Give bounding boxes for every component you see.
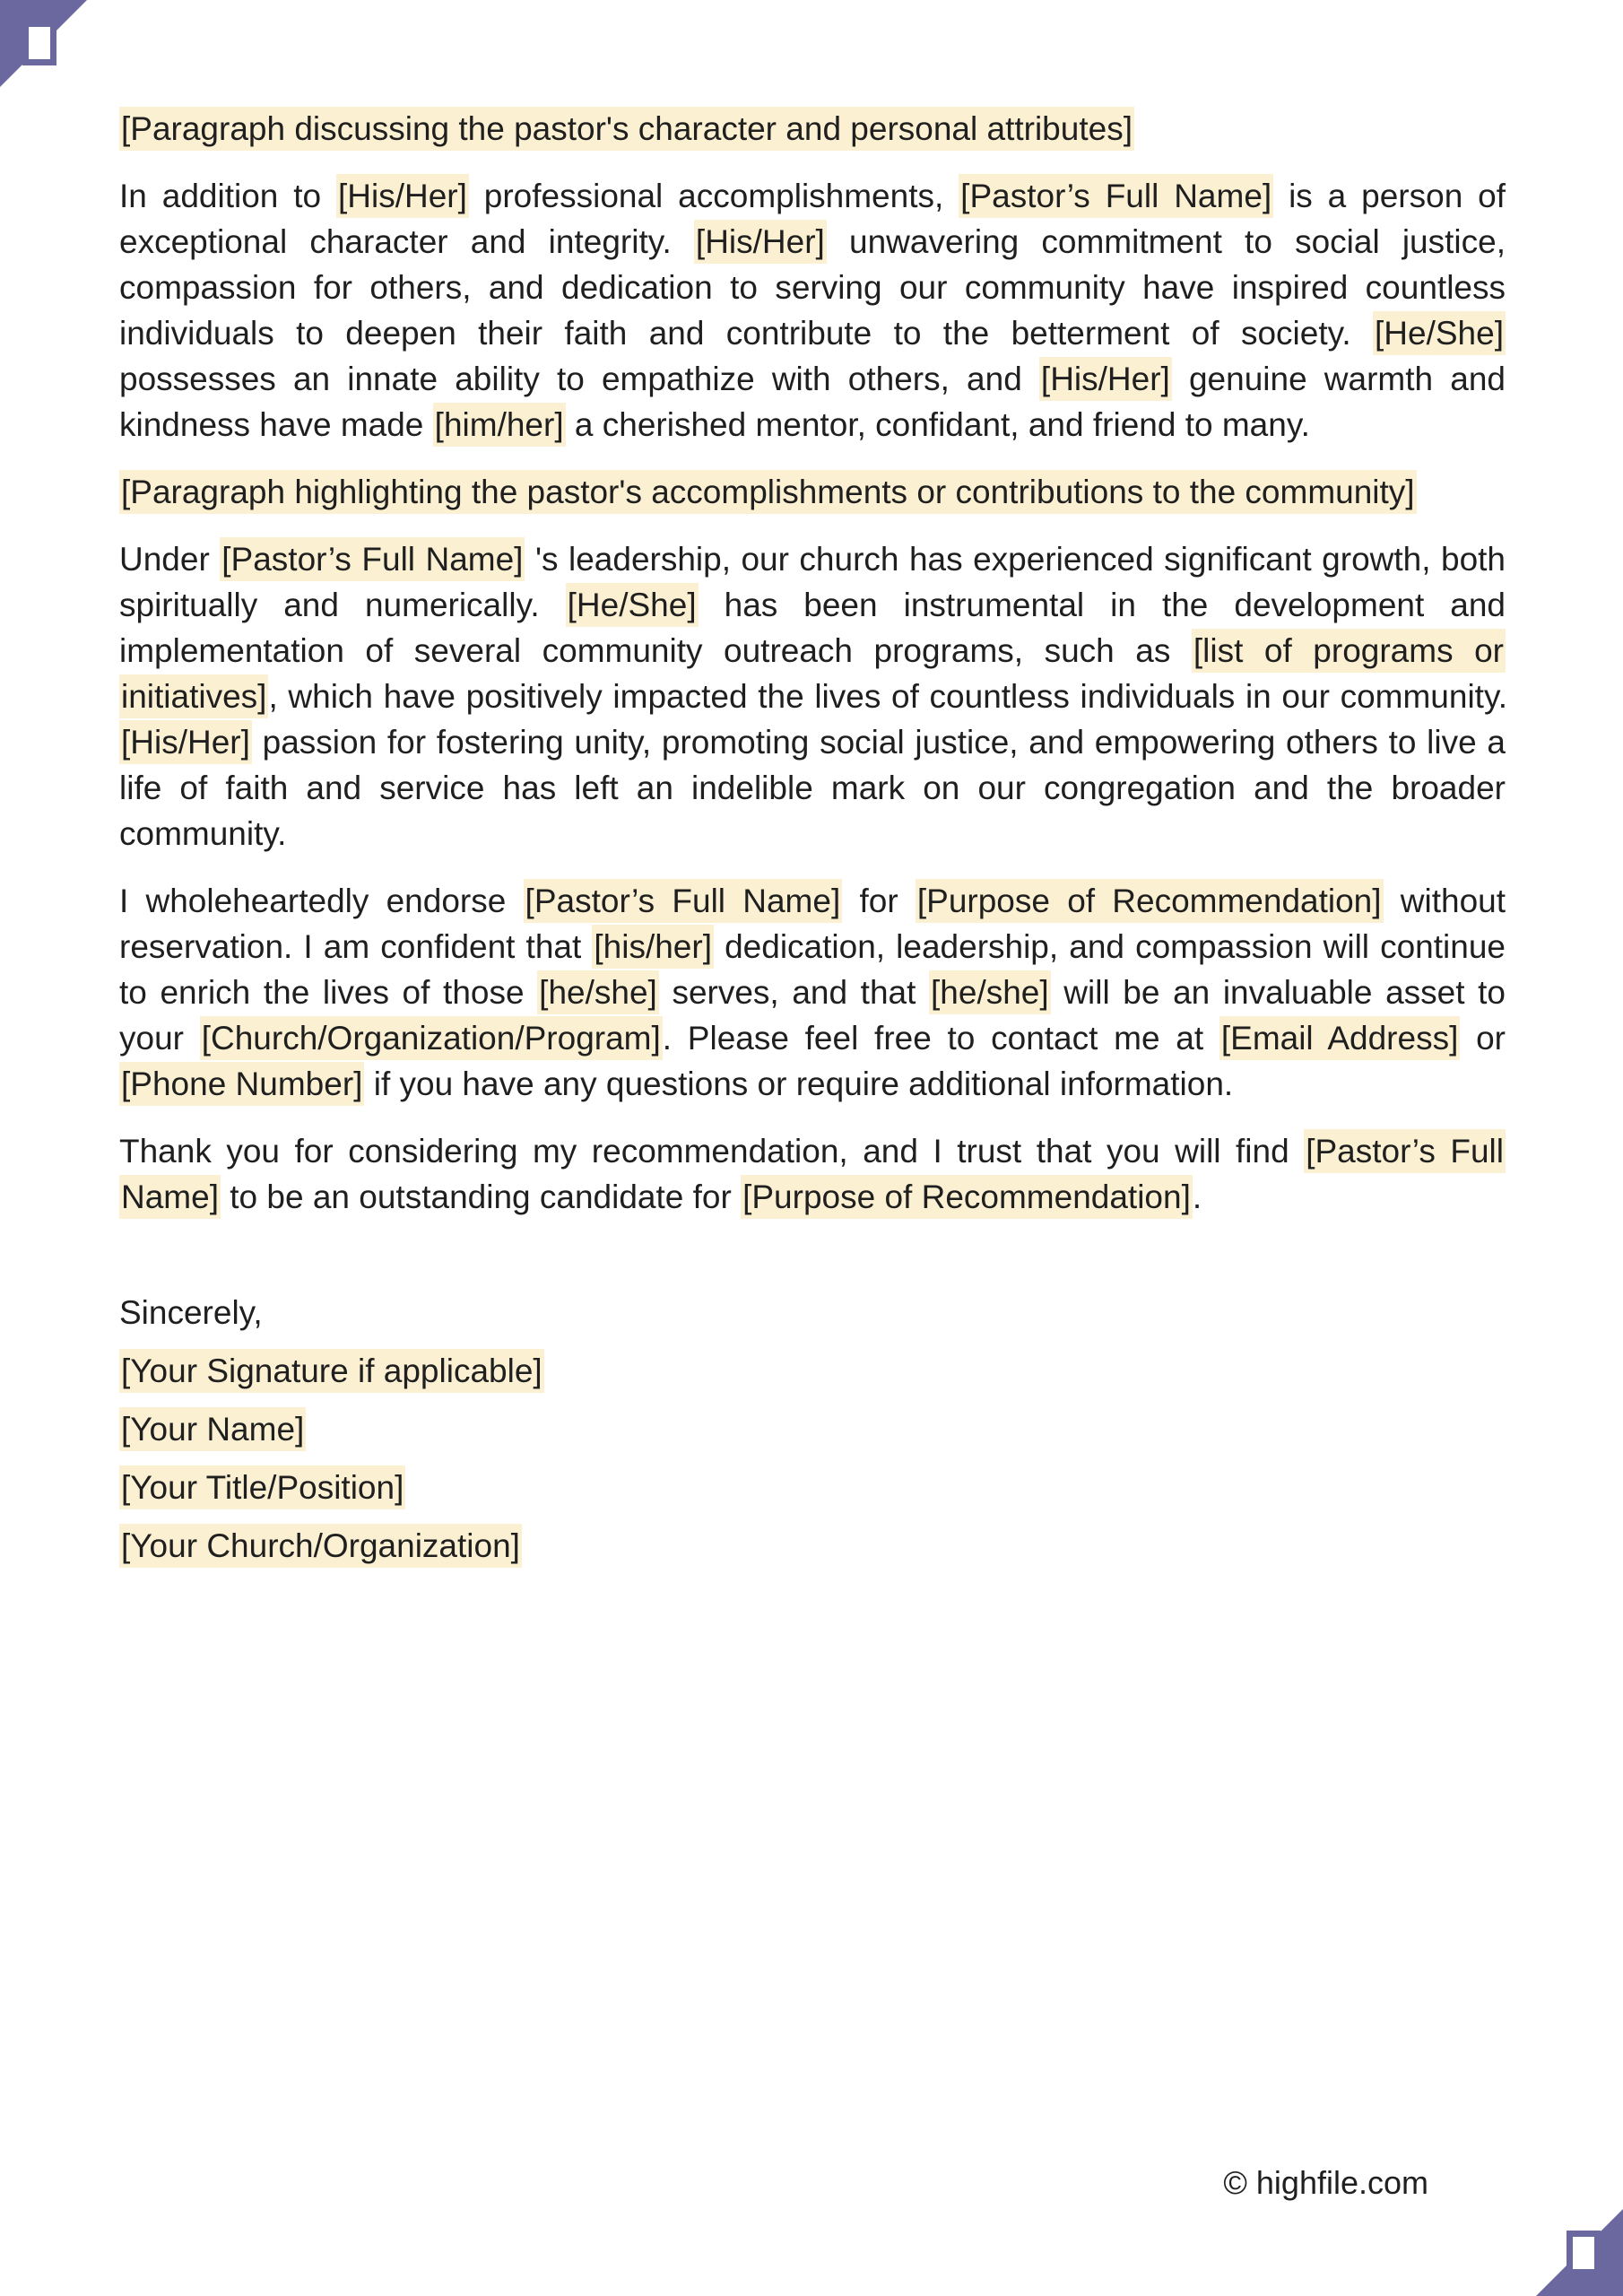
section-heading xyxy=(119,106,1506,152)
letter-text: . Please feel free to contact me at xyxy=(662,1020,1219,1057)
placeholder-highlight: [Paragraph discussing the pastor's character and personal attributes] xyxy=(119,107,1134,151)
signature-line xyxy=(119,1406,1506,1452)
placeholder-highlight: [He/She] xyxy=(1373,311,1506,355)
letter-text: passion for fostering unity, promoting social justice, and empowering others to live a life of faith and service has left an indelible mark on our congregation and the broader community. xyxy=(119,724,1506,852)
letter-text: or xyxy=(1460,1020,1506,1057)
signature-line xyxy=(119,1348,1506,1394)
letter-text: will be an invaluable asset to your xyxy=(119,974,1506,1057)
placeholder-highlight: [Phone Number] xyxy=(119,1062,364,1106)
placeholder-highlight: [Purpose of Recommendation] xyxy=(741,1175,1193,1219)
letter-text: dedication, leadership, and compassion will continue to enrich the lives of those xyxy=(119,928,1506,1011)
letter-text: if you have any questions or require additional information. xyxy=(364,1065,1234,1102)
placeholder-highlight: [Pastor’s Full Name] xyxy=(959,174,1273,218)
letter-text: to be an outstanding candidate for xyxy=(220,1178,742,1215)
placeholder-highlight: [he/she] xyxy=(537,970,659,1014)
copyright-text: © highfile.com xyxy=(1223,2164,1428,2201)
letter-paragraph xyxy=(119,173,1506,448)
placeholder-highlight: [His/Her] xyxy=(336,174,469,218)
letter-text: Sincerely, xyxy=(119,1294,263,1331)
letter-text: Thank you for considering my recommendation, and I trust that you will find xyxy=(119,1133,1305,1170)
letter-paragraph xyxy=(119,536,1506,857)
letter-text: serves, and that xyxy=(658,974,930,1011)
placeholder-highlight: [Your Name] xyxy=(119,1407,306,1451)
corner-decoration-bottom-right xyxy=(1533,2206,1623,2296)
letter-text: genuine warmth and kindness have made xyxy=(119,361,1506,443)
corner-decoration-top-left xyxy=(0,0,90,90)
closing-line xyxy=(119,1290,1506,1335)
placeholder-highlight: [Pastor’s Full Name] xyxy=(220,537,525,581)
placeholder-highlight: [Email Address] xyxy=(1219,1016,1461,1060)
letter-body xyxy=(119,106,1506,1581)
placeholder-highlight: [list of programs or initiatives] xyxy=(119,629,1506,718)
letter-text: Under xyxy=(119,541,221,578)
section-heading xyxy=(119,469,1506,515)
placeholder-highlight: [Your Signature if applicable] xyxy=(119,1349,544,1393)
placeholder-highlight: [his/her] xyxy=(592,925,714,969)
placeholder-highlight: [Paragraph highlighting the pastor's accomplishments or contributions to the community] xyxy=(119,470,1417,514)
placeholder-highlight: [Pastor’s Full Name] xyxy=(524,879,843,923)
signature-line xyxy=(119,1465,1506,1510)
letter-text: a cherished mentor, confidant, and friend to many. xyxy=(565,406,1310,443)
placeholder-highlight: [he/she] xyxy=(929,970,1051,1014)
placeholder-highlight: [Purpose of Recommendation] xyxy=(916,879,1384,923)
placeholder-highlight: [His/Her] xyxy=(1039,357,1172,401)
letter-text: without reservation. I am confident that xyxy=(119,883,1506,965)
letter-text: is a person of exceptional character and integrity. xyxy=(119,178,1506,260)
placeholder-highlight: [His/Her] xyxy=(119,720,252,764)
letter-text: for xyxy=(842,883,916,919)
letter-text: I wholeheartedly endorse xyxy=(119,883,524,919)
placeholder-highlight: [He/She] xyxy=(566,583,699,627)
letter-text: , which have positively impacted the lives of countless individuals in our community. xyxy=(268,678,1507,715)
placeholder-highlight: [Church/Organization/Program] xyxy=(200,1016,663,1060)
letter-paragraph xyxy=(119,1128,1506,1220)
letter-text: has been instrumental in the development and implementation of several community outreach programs, such as xyxy=(119,587,1506,669)
letter-text: possesses an innate ability to empathize with others, and xyxy=(119,361,1039,397)
placeholder-highlight: [Your Church/Organization] xyxy=(119,1524,522,1568)
placeholder-highlight: [His/Her] xyxy=(694,220,827,264)
letter-text: 's leadership, our church has experienced significant growth, both spiritually and numerically. xyxy=(119,541,1506,623)
letter-text: In addition to xyxy=(119,178,336,214)
placeholder-highlight: [Pastor’s Full Name] xyxy=(119,1129,1506,1219)
letter-text: unwavering commitment to social justice, compassion for others, and dedication to serving our community have inspired countless individuals to deepen their faith and contribute to the betterment of society. xyxy=(119,223,1506,352)
signature-line xyxy=(119,1523,1506,1569)
letter-paragraph xyxy=(119,878,1506,1107)
letter-text: professional accomplishments, xyxy=(468,178,959,214)
placeholder-highlight: [him/her] xyxy=(433,403,566,447)
letter-text: . xyxy=(1192,1178,1202,1215)
placeholder-highlight: [Your Title/Position] xyxy=(119,1465,405,1509)
